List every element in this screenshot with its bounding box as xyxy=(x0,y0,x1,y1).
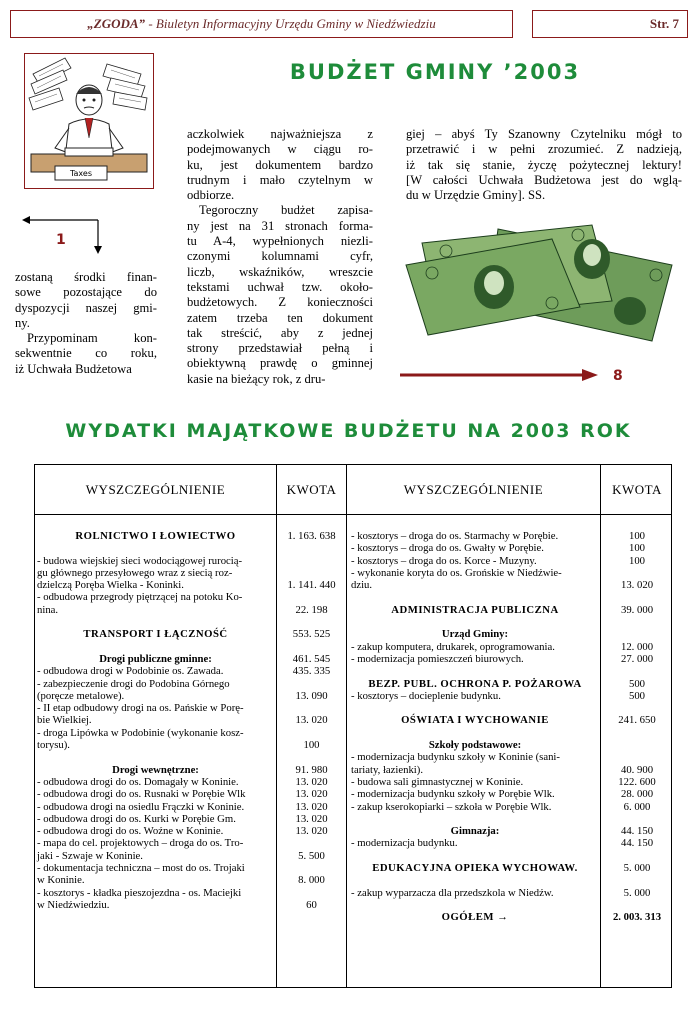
amount-cell: 100 xyxy=(303,739,320,752)
text-line: tu A-4, wypełnionych niezli- xyxy=(187,234,373,249)
header-amount-right: KWOTA xyxy=(612,481,662,497)
page-number: Str. 7 xyxy=(649,16,679,31)
table-row xyxy=(351,850,599,862)
amount-cell xyxy=(277,555,346,567)
table-row: tariaty, łazienki). xyxy=(351,763,424,776)
amount-cell: 39. 000 xyxy=(620,603,654,616)
amount-cell: 6. 000 xyxy=(623,800,651,813)
text-line: liczb, wskaźników, wreszcie xyxy=(187,264,373,279)
section-heading: EDUKACYJNA OPIEKA WYCHOWAW. xyxy=(372,862,578,875)
article-title: BUDŻET GMINY ’2003 xyxy=(289,60,581,84)
amount-cell: 435. 335 xyxy=(292,665,331,678)
table-row: - odbudowa przegrody piętrzącej na potoku Ko- xyxy=(37,591,243,604)
amount-cell xyxy=(601,850,673,862)
banknotes-illustration xyxy=(402,215,684,345)
text-line: du w Urzędzie Gminy]. SS. xyxy=(406,188,546,203)
text-line: przetrawić i w pełni zrozumieć. Z nadzieją, xyxy=(406,142,682,157)
text-line: iż tak się stanie, życzę pożytecznej lektury! xyxy=(406,157,682,172)
amount-cell: 100 xyxy=(628,554,646,567)
amount-cell xyxy=(601,739,673,751)
text-line: ny. xyxy=(15,315,30,330)
amount-cell xyxy=(601,591,673,603)
amount-cell xyxy=(601,751,673,763)
table-row: - II etap odbudowy drogi na os. Pańskie w Porę- xyxy=(37,702,244,715)
amount-cell xyxy=(601,628,673,640)
amount-cell xyxy=(277,727,346,739)
amount-cell: 461. 545 xyxy=(292,652,331,665)
amount-cell: 5. 000 xyxy=(623,862,651,875)
table-row: - kosztorys – droga do os. Gwałty w Porębie. xyxy=(351,542,544,555)
amount-cell: 28. 000 xyxy=(620,788,654,801)
amount-cell: 12. 000 xyxy=(620,640,654,653)
table-row: - kosztorys – docieplenie budynku. xyxy=(351,689,501,702)
article-column-2 xyxy=(187,127,373,387)
subsection-heading: Szkoły podstawowe: xyxy=(428,739,522,752)
text-line: trudnym i mało czytelnym w xyxy=(187,172,373,187)
text-line: dyspozycji naszej gmi- xyxy=(15,300,157,315)
table-row: - mapa do cel. projektowych – droga do os. Tro- xyxy=(37,837,244,850)
taxes-sign-text: Taxes xyxy=(69,169,93,178)
header-amount-left: KWOTA xyxy=(286,481,337,497)
text-line: zatem trzeba ten dokument xyxy=(187,310,373,325)
amount-cell xyxy=(277,837,346,849)
amount-cell: 13. 090 xyxy=(295,689,328,702)
amount-cell: 22. 198 xyxy=(295,603,328,616)
table-row: w Koninie. xyxy=(37,874,85,887)
table-row: gu głównego przesyłowego wraz z siecią roz- xyxy=(37,566,233,579)
table-row: - odbudowa drogi w Podobinie os. Zawada. xyxy=(37,665,224,678)
text-line: budżetowych. Z konieczności xyxy=(187,295,373,310)
table-row: - zakup komputera, drukarek, oprogramowania. xyxy=(351,640,555,653)
amount-cell xyxy=(601,899,673,911)
table-row: - modernizacja pomieszczeń biurowych. xyxy=(351,652,524,665)
amount-cell: 100 xyxy=(628,542,646,555)
bulletin-subtitle: - Biuletyn Informacyjny Urzędu Gminy w Niedźwiedziu xyxy=(145,16,436,31)
table-row: - odbudowa drogi do os. Domagały w Koninie. xyxy=(37,775,239,788)
amount-cell: 100 xyxy=(628,530,646,542)
table-row xyxy=(351,899,599,911)
amount-cell xyxy=(277,542,346,554)
table-row xyxy=(37,751,274,763)
table-row xyxy=(37,542,274,554)
amount-cell: 13. 020 xyxy=(295,800,328,813)
amount-cell xyxy=(601,616,673,628)
table-row: - dokumentacja techniczna – most do os. Trojaki xyxy=(37,862,245,875)
text-line: [W całości Uchwała Budżetowa jest do wglą- xyxy=(406,172,682,187)
text-line: czonymi kolumnami cyfr, xyxy=(187,249,373,264)
amount-cell: 40. 900 xyxy=(620,763,654,776)
amount-cell xyxy=(277,751,346,763)
table-row xyxy=(351,616,599,628)
article-column-3 xyxy=(406,127,682,203)
table-row: - modernizacja budynku szkoły w Porębie Wlk. xyxy=(351,788,555,801)
subsection-heading: Drogi wewnętrzne: xyxy=(112,763,199,776)
amount-cell: 1. 163. 638 xyxy=(287,530,336,542)
amount-cell: 241. 650 xyxy=(618,714,656,727)
table-row: (poręcze metalowe). xyxy=(37,689,125,702)
amount-cell xyxy=(601,567,673,579)
text-line: Tegoroczny budżet zapisa- xyxy=(199,203,373,218)
amount-cell xyxy=(277,641,346,653)
subsection-heading: Urząd Gminy: xyxy=(441,628,509,641)
page-number-box xyxy=(532,10,688,38)
amount-cell: 13. 020 xyxy=(295,714,328,727)
amount-cell: 13. 020 xyxy=(295,825,328,838)
text-line: strony przedstawiał pełną i xyxy=(187,341,373,356)
table-row: jaki - Szwaje w Koninie. xyxy=(37,849,143,862)
amount-cell: 13. 020 xyxy=(295,775,328,788)
table-row: - budowa wiejskiej sieci wodociągowej rurocią- xyxy=(37,554,243,567)
text-line: sekwentnie co roku, xyxy=(15,346,157,361)
table-row xyxy=(37,641,274,653)
text-line: Przypominam kon- xyxy=(27,331,157,346)
amount-cell xyxy=(601,727,673,739)
table-row xyxy=(37,616,274,628)
table-row: torysu). xyxy=(37,739,70,752)
section-heading: TRANSPORT I ŁĄCZNOŚĆ xyxy=(83,628,228,641)
amount-cell: 5. 000 xyxy=(623,886,651,899)
text-line: iż Uchwała Budżetowa xyxy=(15,361,132,376)
table-row: - droga Lipówka w Podobinie (wykonanie kosz- xyxy=(37,726,244,739)
text-line: tak streścić, aby z jednej xyxy=(187,325,373,340)
table-row xyxy=(351,591,599,603)
section-heading: ROLNICTWO I ŁOWIECTWO xyxy=(75,530,236,542)
section-heading: OŚWIATA I WYCHOWANIE xyxy=(401,714,549,727)
amount-cell: 1. 141. 440 xyxy=(287,579,336,592)
amount-cell: 91. 980 xyxy=(295,763,328,776)
amount-cell: 13. 020 xyxy=(295,788,328,801)
table-row: - zabezpieczenie drogi do Podobina Górnego xyxy=(37,677,230,690)
section-heading: ADMINISTRACJA PUBLICZNA xyxy=(391,603,559,616)
text-line: podejmowanych w ciągu ro- xyxy=(187,142,373,157)
clerk-at-desk-icon xyxy=(25,54,153,188)
right-amounts xyxy=(601,530,673,924)
table-row xyxy=(351,874,599,886)
clerk-illustration xyxy=(24,53,154,189)
amount-cell: 8. 000 xyxy=(298,874,325,887)
amount-cell xyxy=(277,591,346,603)
table-row: nina. xyxy=(37,603,59,616)
article-column-1 xyxy=(15,270,157,377)
text-line: obiektywną prawdę o gminnej xyxy=(187,356,373,371)
table-row: - kosztorys – droga do os. Korce - Muzyny. xyxy=(351,554,537,567)
amount-cell: 44. 150 xyxy=(620,825,654,838)
table-row: - odbudowa drogi do os. Rusnaki w Porębie Wlk xyxy=(37,788,246,801)
amount-cell: 13. 020 xyxy=(295,812,328,825)
table-row: - zakup kserokopiarki – szkoła w Porębie Wlk. xyxy=(351,800,552,813)
left-descriptions xyxy=(37,530,274,911)
expenditure-table xyxy=(34,464,672,988)
amount-cell: 5. 500 xyxy=(298,849,325,862)
table-row xyxy=(351,727,599,739)
table-row: w Niedźwiedziu. xyxy=(37,898,110,911)
text-line: tekstami uchwał tzw. około- xyxy=(187,279,373,294)
table-row: - modernizacja budynku szkoły w Koninie (sani- xyxy=(351,751,560,764)
continue-arrow-right-icon xyxy=(400,368,600,382)
bulletin-header xyxy=(10,10,513,38)
table-row: - odbudowa drogi na osiedlu Frączki w Koninie. xyxy=(37,800,245,813)
header-description-right: WYSZCZEGÓLNIENIE xyxy=(403,481,544,497)
section-heading: OGÓŁEM → xyxy=(441,911,509,924)
text-line: ny jest na 31 stronach forma- xyxy=(187,218,373,233)
amount-cell xyxy=(601,813,673,825)
amount-cell: 500 xyxy=(628,677,646,690)
amount-cell: 44. 150 xyxy=(620,837,654,850)
table-row: - modernizacja budynku. xyxy=(351,837,458,850)
table-row: dzielczą Poręba Wielka - Koninki. xyxy=(37,579,184,592)
table-row: - zakup wyparzacza dla przedszkola w Niedźw. xyxy=(351,886,554,899)
amount-cell xyxy=(277,567,346,579)
section-heading: BEZP. PUBL. OCHRONA P. POŻAROWA xyxy=(368,677,582,690)
amount-cell: 122. 600 xyxy=(618,775,656,788)
page-ref-number-1: 1 xyxy=(56,232,66,248)
text-line: zostaną środki finan- xyxy=(15,270,157,284)
amount-cell: 2. 003. 313 xyxy=(612,911,662,924)
page-ref-number-8: 8 xyxy=(613,368,623,384)
text-line: sowe pozostające do xyxy=(15,285,157,300)
text-line: giej – abyś Ty Szanowny Czytelniku mógł to xyxy=(406,127,682,141)
amount-cell xyxy=(277,862,346,874)
bulletin-name: „ZGODA” xyxy=(87,16,146,31)
table-row: - odbudowa drogi do os. Kurki w Porębie Gm. xyxy=(37,812,236,825)
amount-cell: 553. 525 xyxy=(292,628,331,641)
amount-cell xyxy=(277,678,346,690)
subsection-heading: Gimnazja: xyxy=(450,825,500,838)
table-row: - kosztorys – droga do os. Starmachy w Porębie. xyxy=(351,530,559,542)
table-row: - kosztorys - kładka pieszojezdna - os. Maciejki xyxy=(37,886,242,899)
amount-cell xyxy=(601,702,673,714)
amount-cell: 13. 020 xyxy=(620,579,654,592)
text-line: kasie na bieżący rok, z dru- xyxy=(187,371,326,386)
amount-cell xyxy=(277,887,346,899)
amount-cell: 60 xyxy=(306,898,317,911)
subsection-heading: Drogi publiczne gminne: xyxy=(99,652,212,665)
table-row: dziu. xyxy=(351,579,373,592)
table-row: bie Wielkiej. xyxy=(37,714,92,727)
table-row xyxy=(351,665,599,677)
table-title: WYDATKI MAJĄTKOWE BUDŻETU NA 2003 ROK xyxy=(65,420,632,442)
amount-cell xyxy=(277,702,346,714)
text-line: aczkolwiek najważniejsza z xyxy=(187,127,373,141)
table-row: - odbudowa drogi do os. Woźne w Koninie. xyxy=(37,825,224,838)
header-description-left: WYSZCZEGÓLNIENIE xyxy=(85,481,226,497)
amount-cell: 500 xyxy=(628,689,646,702)
amount-cell xyxy=(601,665,673,677)
amount-cell xyxy=(277,616,346,628)
text-line: odbiorze. xyxy=(187,188,235,203)
amount-cell xyxy=(601,874,673,886)
right-descriptions xyxy=(351,530,599,924)
table-row: - budowa sali gimnastycznej w Koninie. xyxy=(351,775,524,788)
table-row xyxy=(351,813,599,825)
table-row xyxy=(351,702,599,714)
text-line: ku, jest dokumentem bardzo xyxy=(187,157,373,172)
amount-cell: 27. 000 xyxy=(620,652,654,665)
table-row: - wykonanie koryta do os. Grońskie w Niedźwie- xyxy=(351,566,562,579)
left-amounts xyxy=(277,530,346,911)
